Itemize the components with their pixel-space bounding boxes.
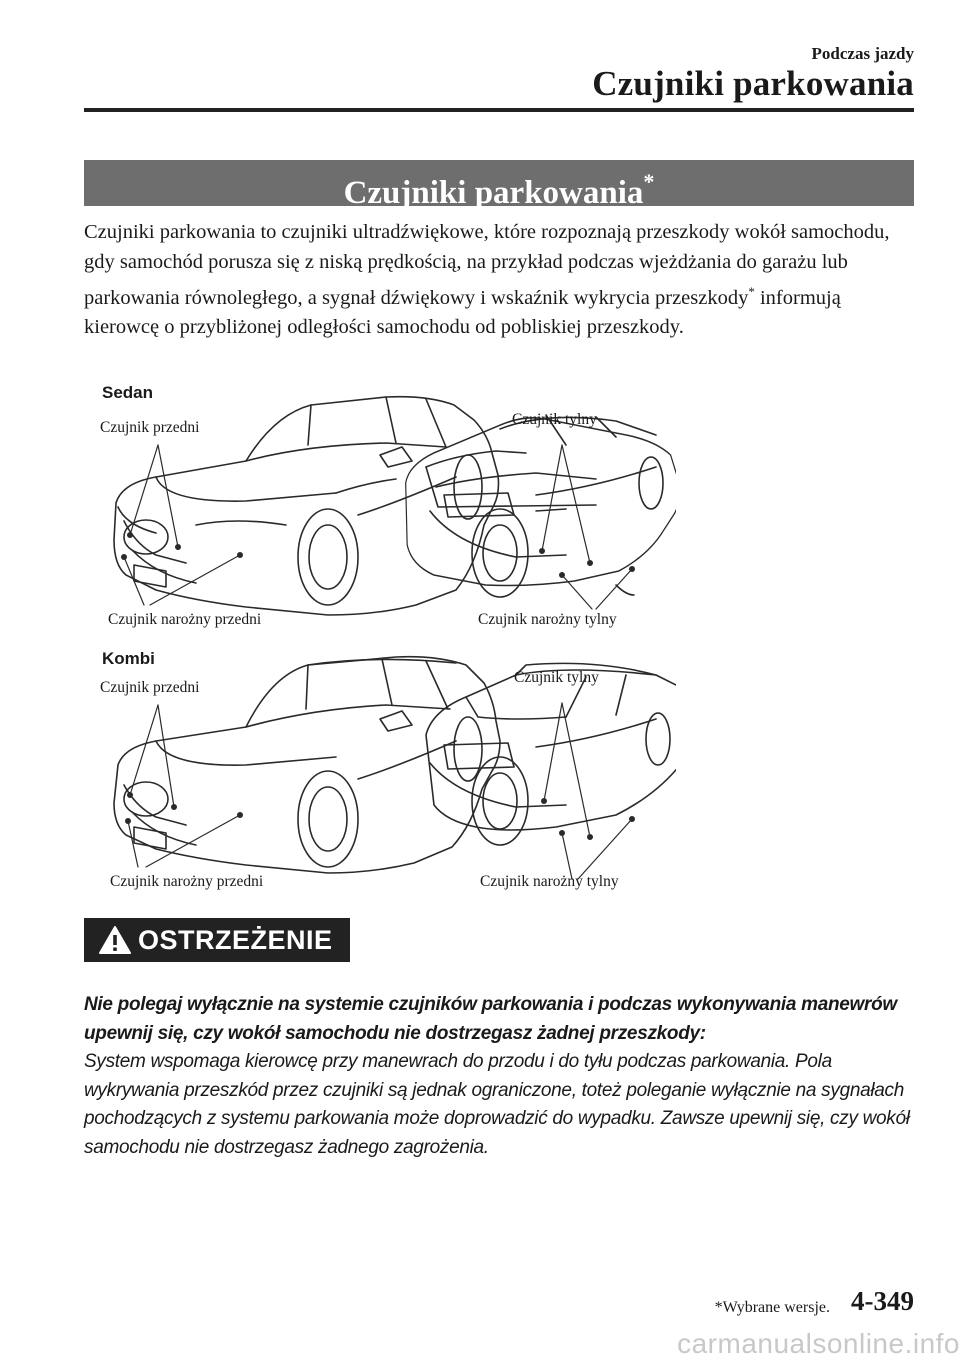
warning-title: OSTRZEŻENIE — [138, 924, 333, 955]
sedan-rear-car — [406, 415, 676, 597]
sensor-figure — [96, 375, 676, 905]
kombi-front-corner-sensor-label: Czujnik narożny przedni — [110, 873, 264, 890]
kombi-rear-car — [426, 663, 676, 845]
intro-text-2: informują kierowcę o przybliżonej odległości samochodu od pobliskiej przeszkody. — [84, 286, 841, 339]
kombi-front-sensor-label: Czujnik przedni — [100, 679, 200, 696]
warning-bold-text: Nie polegaj wyłącznie na systemie czujników parkowania i podczas wykonywania manewrów upewnij się, czy wokół samochodu nie dostrzegasz żadnej przeszkody: — [84, 994, 897, 1044]
intro-paragraph — [84, 218, 914, 343]
warning-body — [84, 991, 914, 1162]
car-illustrations — [96, 375, 676, 905]
sedan-rear-corner-sensor-label: Czujnik narożny tylny — [478, 611, 617, 628]
warning-header — [84, 918, 350, 962]
warning-body-text: System wspomaga kierowcę przy manewrach do przodu i do tyłu podczas parkowania. Pola wykrywania przeszkód przez czujniki są jednak ograniczone, toteż poleganie wyłącznie na sygnałach pochodzących z systemu parkowania może doprowadzić do wypadku. Zawsze upewnij się, czy wokół samochodu nie dostrzegasz żadnego zagrożenia. — [84, 1051, 910, 1158]
sedan-label: Sedan — [102, 383, 154, 402]
warning-triangle-icon — [98, 925, 132, 955]
section-banner — [84, 160, 914, 211]
footer-note: *Wybrane wersje. — [714, 1299, 830, 1316]
sedan-rear-sensor-label: Czujnik tylny — [512, 411, 597, 428]
kombi-label: Kombi — [102, 649, 155, 668]
intro-asterisk: * — [748, 284, 755, 299]
kombi-rear-corner-sensor-label: Czujnik narożny tylny — [480, 873, 619, 890]
kombi-rear-sensor-label: Czujnik tylny — [514, 669, 599, 686]
intro-text-1: Czujniki parkowania to czujniki ultradźwiękowe, które rozpoznają przeszkody wokół samochodu, gdy samochód porusza się z niską prędkością, na przykład podczas wjeżdżania do garażu lub parkowania równoległego, a sygnał dźwiękowy i wskaźnik wykrycia przeszkody — [84, 221, 890, 309]
header-section: Podczas jazdy — [811, 44, 914, 63]
banner-title: Czujniki parkowania — [343, 175, 644, 211]
header-chapter: Czujniki parkowania — [592, 64, 914, 103]
banner-asterisk: * — [643, 169, 655, 194]
sedan-front-corner-sensor-label: Czujnik narożny przedni — [108, 611, 262, 628]
sedan-front-sensor-label: Czujnik przedni — [100, 419, 200, 436]
watermark: carmanualsonline.info — [677, 1328, 960, 1359]
header-rule — [84, 108, 914, 112]
page-number: 4-349 — [851, 1286, 914, 1316]
